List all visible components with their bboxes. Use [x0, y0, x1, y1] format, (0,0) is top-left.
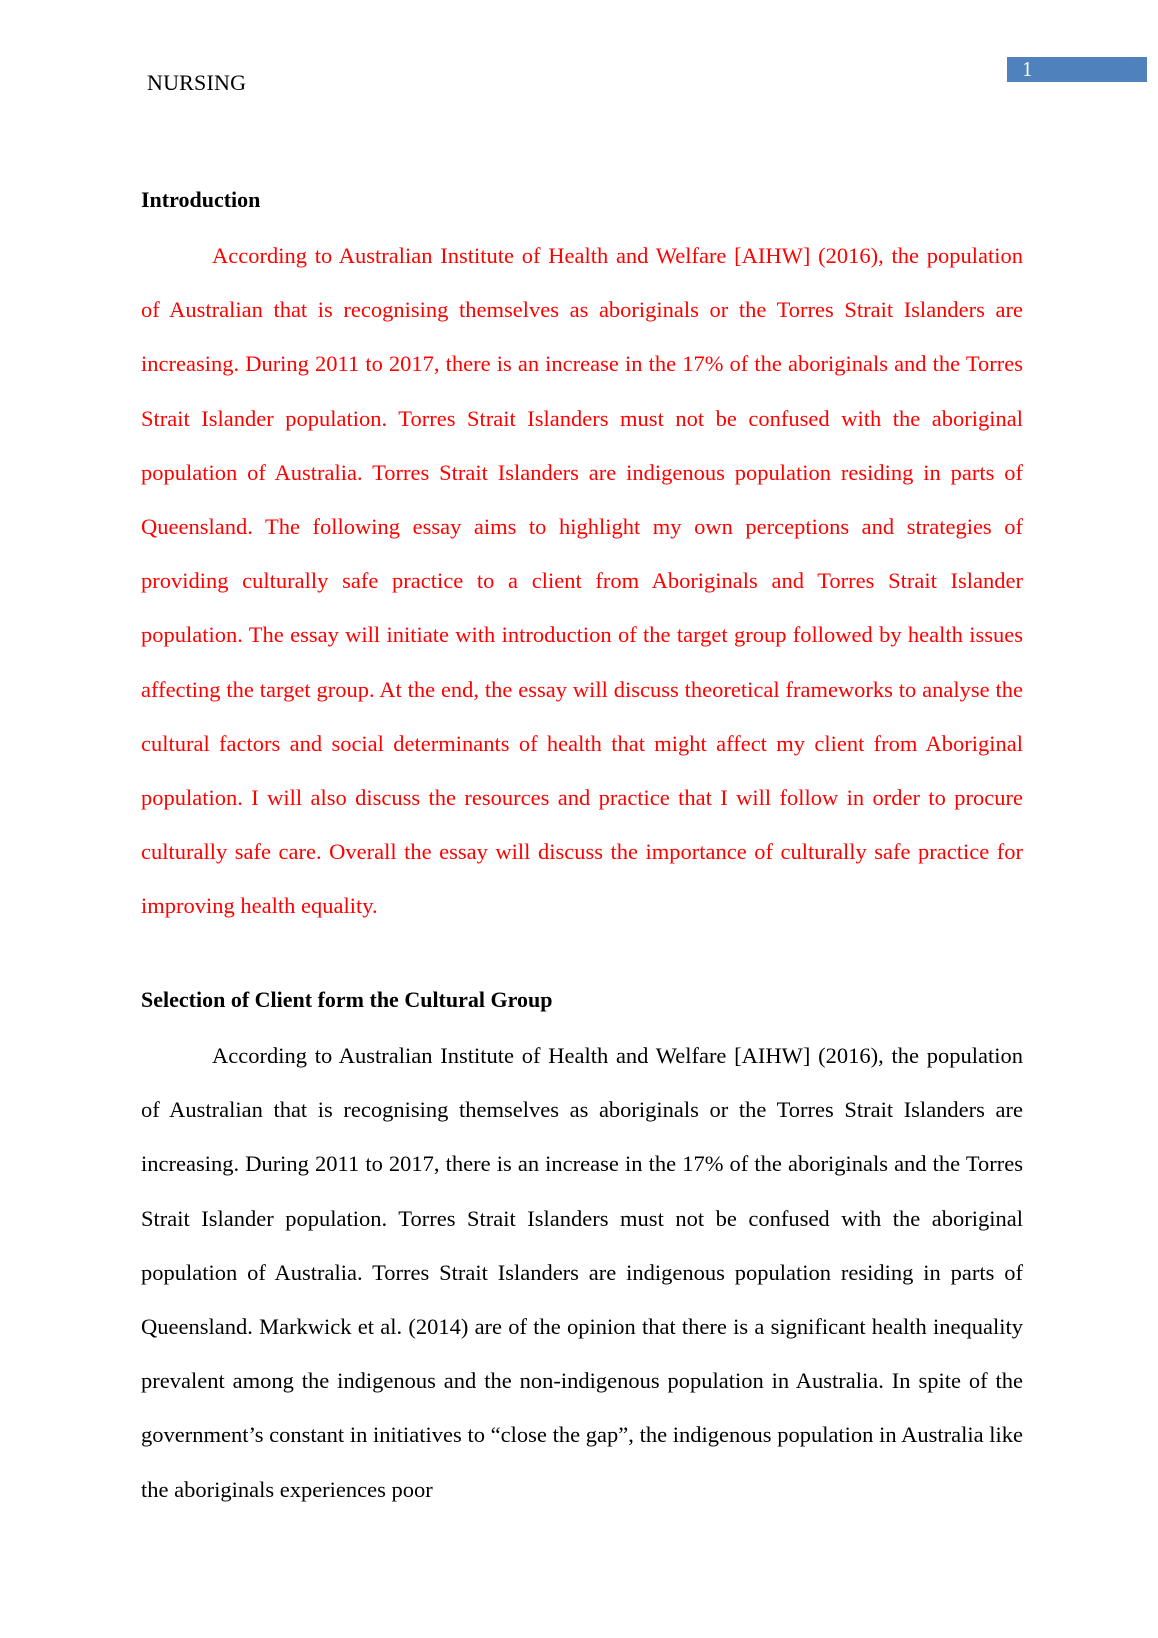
client-selection-paragraph: According to Australian Institute of Health and Welfare [AIHW] (2016), the population of Australian that is recognising themselves as aboriginals or the Torres Strait Islanders are increasing. During 2011 to 2017, there is an increase in the 17% of the aboriginals and the Torres Strait Islander population. Torres Strait Islanders must not be confused with the aboriginal population of Australia. Torres Strait Islanders are indigenous population residing in parts of Queensland. Markwick et al. (2014) are of the opinion that there is a significant health inequality prevalent among the indigenous and the non-indigenous population in Australia. In spite of the government’s constant in initiatives to “close the gap”, the indigenous population in Australia like the aboriginals experiences poor — [141, 1043, 1023, 1502]
running-head: NURSING — [147, 70, 247, 95]
introduction-paragraph: According to Australian Institute of Health and Welfare [AIHW] (2016), the population of Australian that is recognising themselves as aboriginals or the Torres Strait Islanders are increasing. During 2011 to 2017, there is an increase in the 17% of the aboriginals and the Torres Strait Islander population. Torres Strait Islanders must not be confused with the aboriginal population of Australia. Torres Strait Islanders are indigenous population residing in parts of Queensland. The following essay aims to highlight my own perceptions and strategies of providing culturally safe practice to a client from Aboriginals and Torres Strait Islander population. The essay will initiate with introduction of the target group followed by health issues affecting the target group. At the end, the essay will discuss theoretical frameworks to analyse the cultural factors and social determinants of health that might affect my client from Aboriginal population. I will also discuss the resources and practice that I will follow in order to procure culturally safe care. Overall the essay will discuss the importance of culturally safe practice for improving health equality. — [141, 243, 1023, 919]
section-heading-introduction: Introduction — [141, 187, 261, 212]
section-heading-client-selection: Selection of Client form the Cultural Group — [141, 987, 553, 1012]
page-number: 1 — [1007, 57, 1147, 82]
